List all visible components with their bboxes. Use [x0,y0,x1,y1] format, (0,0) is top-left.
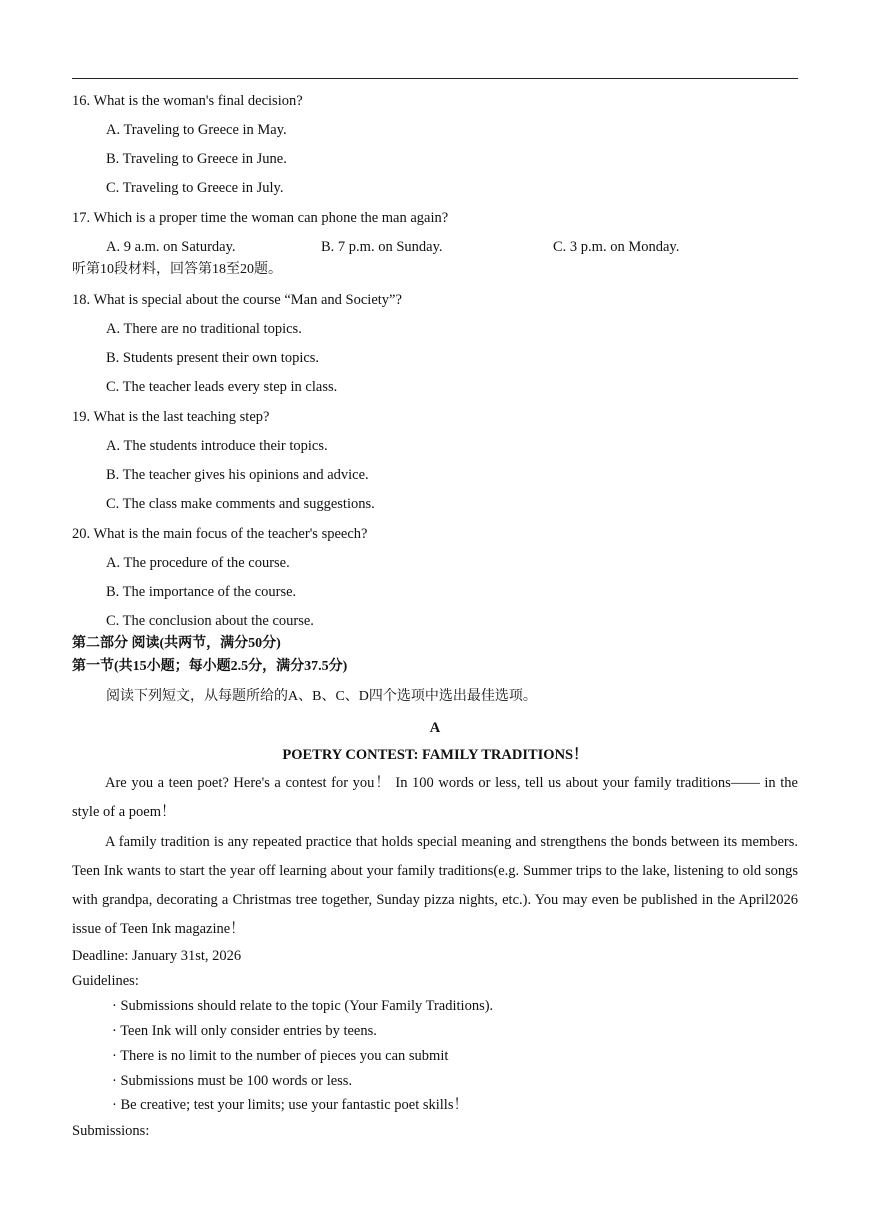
section-one-heading: 第一节(共15小题；每小题2.5分，满分37.5分) [72,659,348,674]
guideline-item: · Submissions should relate to the topic (Your Family Traditions). [112,998,494,1014]
q19-option-a: A. The students introduce their topics. [106,438,328,454]
guideline-item: · Teen Ink will only consider entries by teens. [112,1023,377,1039]
header-rule [72,78,798,79]
q20-option-b: B. The importance of the course. [106,584,297,600]
q18-option-c: C. The teacher leads every step in class. [106,379,338,395]
passage-letter: A [429,720,441,736]
q17-option-a: A. 9 a.m. on Saturday. [106,239,236,255]
q16-option-a: A. Traveling to Greece in May. [106,122,287,138]
q19-option-c: C. The class make comments and suggestions. [106,496,375,512]
q20-option-c: C. The conclusion about the course. [106,613,314,629]
submissions-label: Submissions: [72,1123,150,1139]
guideline-item: · There is no limit to the number of pieces you can submit [112,1048,449,1064]
q18-option-a: A. There are no traditional topics. [106,321,302,337]
q19-option-b: B. The teacher gives his opinions and advice. [106,467,369,483]
paragraph-1: Are you a teen poet? Here's a contest for you！ In 100 words or less, tell us about your family traditions—— in the style of a poem！ [72,775,798,821]
q18-option-b: B. Students present their own topics. [106,350,320,366]
part-two-heading: 第二部分 阅读(共两节，满分50分) [72,636,281,651]
guideline-item: · Be creative; test your limits; use your fantastic poet skills！ [112,1097,468,1113]
question-16: 16. What is the woman's final decision? [72,93,303,109]
passage-body [72,769,798,945]
q20-option-a: A. The procedure of the course. [106,555,290,571]
question-18: 18. What is special about the course “Man and Society”? [72,292,402,308]
question-20: 20. What is the main focus of the teacher's speech? [72,526,368,542]
passage-title: POETRY CONTEST: FAMILY TRADITIONS！ [282,747,588,763]
q17-option-c: C. 3 p.m. on Monday. [553,239,680,255]
deadline: Deadline: January 31st, 2026 [72,948,242,964]
material-10-instruction: 听第10段材料，回答第18至20题。 [72,262,282,277]
guideline-item: · Submissions must be 100 words or less. [112,1073,353,1089]
q17-option-b: B. 7 p.m. on Sunday. [321,239,443,255]
question-19: 19. What is the last teaching step? [72,409,270,425]
question-17: 17. Which is a proper time the woman can phone the man again? [72,210,449,226]
guidelines-label: Guidelines: [72,973,139,989]
reading-instruction: 阅读下列短文，从每题所给的A、B、C、D四个选项中选出最佳选项。 [106,689,537,704]
q16-option-c: C. Traveling to Greece in July. [106,180,284,196]
paragraph-2: A family tradition is any repeated practice that holds special meaning and strengthens the bonds between its members. Teen Ink wants to start the year off learning about your family traditions(e.g. Summer trips to the lake, listening to old songs with grandpa, decorating a Christmas tree together, Sunday pizza nights, etc.). You may even be published in the April2026 issue of Teen Ink magazine！ [72,833,798,938]
q16-option-b: B. Traveling to Greece in June. [106,151,287,167]
